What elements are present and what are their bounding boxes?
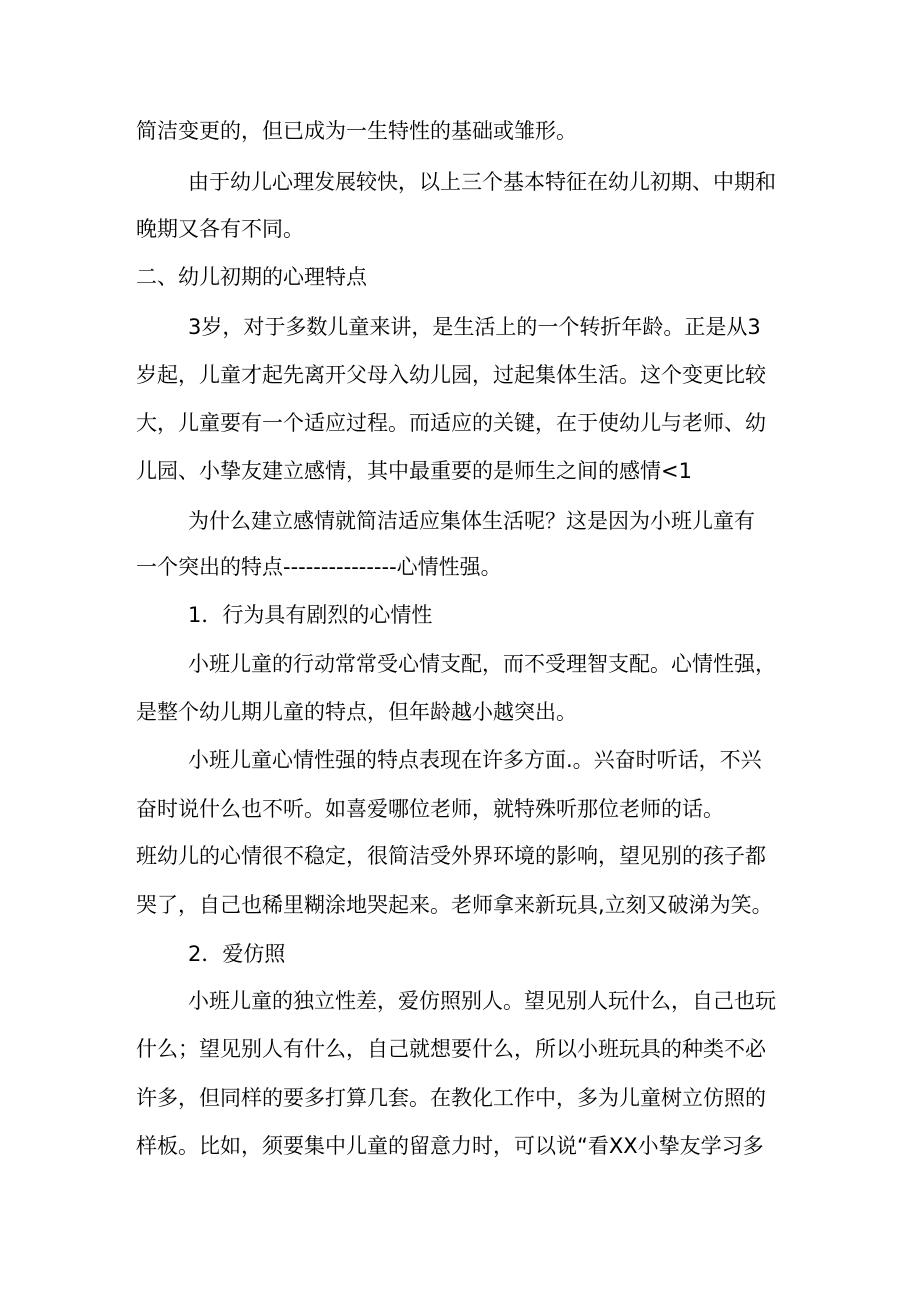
text-line: 哭了，自己也稀里糊涂地哭起来。老师拿来新玩具,立刻又破涕为笑。 [136,893,773,917]
text-line: 一个突出的特点---------------心情性强。 [136,555,502,579]
section-heading: 二、幼儿初期的心理特点 [136,265,367,289]
text-line: 由于幼儿心理发展较快，以上三个基本特征在幼儿初期、中期和 [188,170,776,194]
text-line: 简洁变更的，但已成为一生特性的基础或雏形。 [136,119,577,143]
text-line: 什么；望见别人有什么，自己就想要什么，所以小班玩具的种类不必 [136,1037,766,1061]
text-line: 晚期又各有不同。 [136,217,304,241]
text-line: 岁起，儿童才起先离开父母入幼儿园，过起集体生活。这个变更比较 [136,363,766,387]
text-line: 为什么建立感情就简洁适应集体生活呢？这是因为小班儿童有 [188,509,755,533]
text-line: 3岁，对于多数儿童来讲，是生活上的一个转折年龄。正是从3 [188,315,761,339]
text-line: 奋时说什么也不听。如喜爱哪位老师，就特殊听那位老师的话。 [136,797,724,821]
text-line: 许多，但同样的要多打算几套。在教化工作中，多为儿童树立仿照的 [136,1086,766,1110]
subsection-heading: 2．爱仿照 [188,942,286,966]
text-line: 小班儿童的独立性差，爱仿照别人。望见别人玩什么，自己也玩 [188,989,776,1013]
text-line: 样板。比如，须要集中儿童的留意力时，可以说“看XX小挚友学习多 [136,1134,764,1158]
text-line: 小班儿童的行动常常受心情支配，而不受理智支配。心情性强， [188,652,776,676]
text-line: 儿园、小挚友建立感情，其中最重要的是师生之间的感情<1 [136,459,692,483]
subsection-heading: 1．行为具有剧烈的心情性 [188,603,433,627]
text-line: 班幼儿的心情很不稳定，很简洁受外界环境的影响，望见别的孩子都 [136,844,766,868]
text-line: 是整个幼儿期儿童的特点，但年龄越小越突出。 [136,700,577,724]
text-line: 大，儿童要有一个适应过程。而适应的关键，在于使幼儿与老师、幼 [136,411,766,435]
text-line: 小班儿童心情性强的特点表现在许多方面.。兴奋时听话，不兴 [188,748,762,772]
